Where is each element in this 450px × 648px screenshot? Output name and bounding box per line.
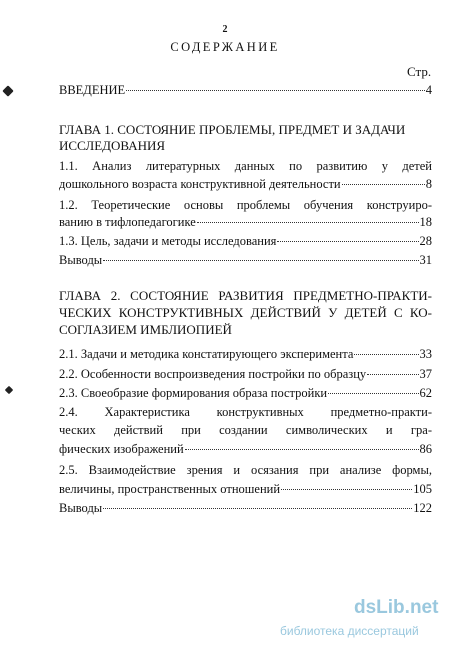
toc-entry-1-2 [59, 214, 432, 230]
toc-entry-2-4 [59, 441, 432, 457]
watermark-logo: dsLib.net [354, 597, 439, 618]
toc-entry-page: 37 [419, 367, 432, 381]
toc-entry-2-1 [59, 346, 432, 362]
toc-entry-page: 105 [413, 482, 432, 496]
toc-entry-2-4-line1: 2.4. Характеристика конструктивных предметно-практи- [59, 405, 432, 419]
dot-leader [197, 222, 419, 223]
dot-leader [103, 508, 412, 509]
toc-entry-page: 33 [419, 347, 432, 361]
chapter-2-heading-cont: ЧЕСКИХ КОНСТРУКТИВНЫХ ДЕЙСТВИЙ У ДЕТЕЙ С КО- [59, 305, 432, 320]
toc-entry-title: 2.2. Особенности воспроизведения постройки по образцу [59, 367, 367, 381]
dot-leader [185, 449, 419, 450]
binder-hole-mark [2, 85, 13, 96]
dot-leader [103, 260, 418, 261]
dot-leader [342, 184, 425, 185]
toc-entry-title: дошкольного возраста конструктивной деятельности [59, 177, 341, 191]
toc-entry-introduction [59, 82, 432, 98]
toc-entry-title: 2.3. Своеобразие формирования образа постройки [59, 386, 328, 400]
dot-leader [328, 393, 418, 394]
chapter-2-heading: ГЛАВА 2. СОСТОЯНИЕ РАЗВИТИЯ ПРЕДМЕТНО-ПРАКТИ- [59, 288, 432, 303]
toc-entry-1-2-line1: 1.2. Теоретические основы проблемы обучения конструиро- [59, 198, 432, 212]
toc-entry-2-5-line1: 2.5. Взаимодействие зрения и осязания при анализе формы, [59, 463, 432, 477]
toc-entry-page: 86 [419, 442, 432, 456]
toc-entry-title: Выводы [59, 501, 103, 515]
toc-entry-title: ванию в тифлопедагогике [59, 215, 196, 229]
toc-entry-1-1-line1: 1.1. Анализ литературных данных по развитию у детей [59, 159, 432, 173]
toc-entry-title: фических изображений [59, 442, 184, 456]
toc-entry-page: 8 [425, 177, 432, 191]
toc-entry-page: 31 [419, 253, 432, 267]
toc-entry-title: величины, пространственных отношений [59, 482, 281, 496]
binder-hole-mark [5, 386, 13, 394]
toc-entry-2-2 [59, 366, 432, 382]
toc-entry-2-3 [59, 385, 432, 401]
toc-entry-page: 62 [419, 386, 432, 400]
toc-entry-page: 28 [419, 234, 432, 248]
toc-entry-page: 122 [413, 501, 432, 515]
watermark-subtitle: библиотека диссертаций [280, 624, 419, 638]
page-column-label: Стр. [407, 64, 432, 79]
page-number: 2 [222, 24, 228, 35]
dot-leader [277, 241, 418, 242]
toc-entry-title: 1.3. Цель, задачи и методы исследования [59, 234, 277, 248]
chapter-1-heading-cont: ИССЛЕДОВАНИЯ [59, 138, 166, 153]
toc-entry-title: ВВЕДЕНИЕ [59, 83, 126, 97]
toc-entry-1-3 [59, 233, 432, 249]
dot-leader [367, 374, 418, 375]
toc-entry-title: Выводы [59, 253, 103, 267]
toc-entry-title: 2.1. Задачи и методика констатирующего эксперимента [59, 347, 354, 361]
dot-leader [281, 489, 412, 490]
dot-leader [126, 90, 425, 91]
toc-entry-chapter-2-conclusions [59, 500, 432, 516]
toc-entry-2-5 [59, 481, 432, 497]
dot-leader [354, 354, 418, 355]
toc-entry-page: 18 [419, 215, 432, 229]
chapter-1-heading: ГЛАВА 1. СОСТОЯНИЕ ПРОБЛЕМЫ, ПРЕДМЕТ И ЗАДАЧИ [59, 122, 406, 137]
toc-entry-1-1 [59, 176, 432, 192]
toc-entry-page: 4 [425, 83, 432, 97]
chapter-2-heading-cont: СОГЛАЗИЕМ ИМБЛИОПИЕЙ [59, 322, 232, 337]
page-title: СОДЕРЖАНИЕ [170, 40, 280, 54]
toc-entry-chapter-1-conclusions [59, 252, 432, 268]
toc-entry-2-4-line2: ческих действий при создании символических и гра- [59, 423, 432, 437]
